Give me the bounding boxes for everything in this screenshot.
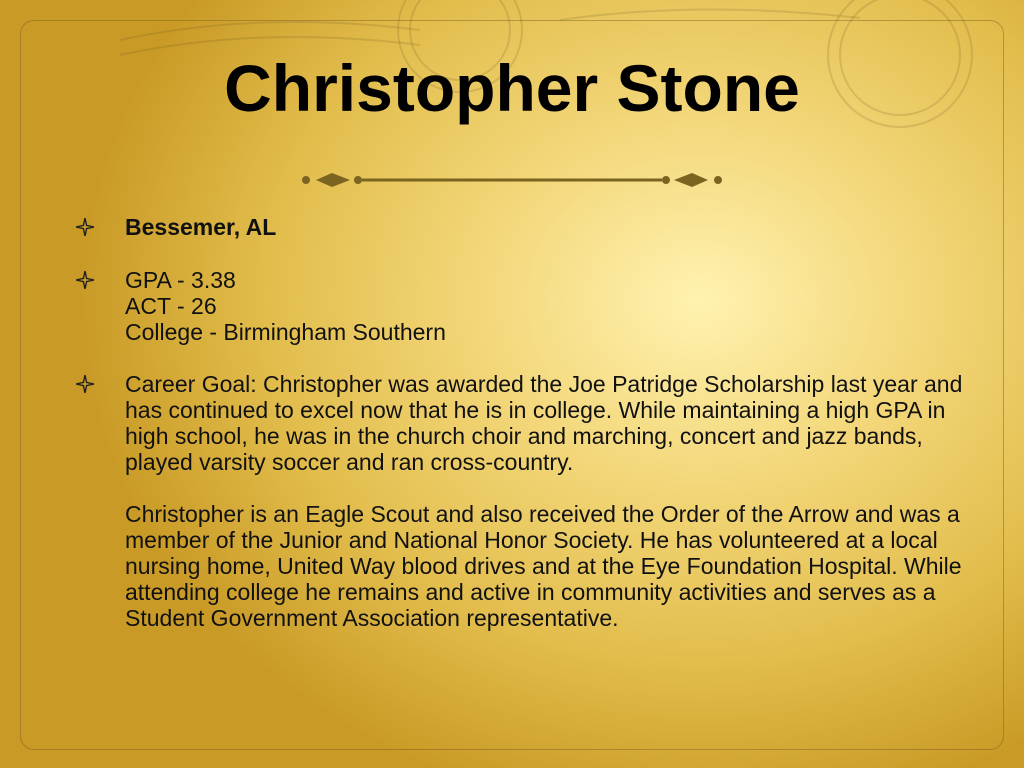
- four-point-star-icon: [76, 371, 125, 398]
- ornamental-divider: [300, 168, 724, 192]
- four-point-star-icon: [76, 267, 125, 294]
- career-goal-paragraph: Career Goal: Christopher was awarded the Joe Patridge Scholarship last year and has continued to excel now that he is in college. While maintaining a high GPA in high school, he was in the church choir and marching, concert and jazz bands, played varsity soccer and ran cross-country.: [125, 371, 963, 475]
- location-text: Bessemer, AL: [125, 214, 277, 240]
- act-text: ACT - 26: [125, 293, 217, 319]
- bullet-item-location: [76, 214, 966, 241]
- four-point-star-icon: [76, 214, 125, 241]
- college-text: College - Birmingham Southern: [125, 319, 446, 345]
- bullet-item-career-goal: [76, 371, 966, 631]
- gpa-text: GPA - 3.38: [125, 267, 236, 293]
- slide-body: [76, 214, 966, 657]
- slide-title: Christopher Stone: [224, 51, 800, 125]
- honors-paragraph: Christopher is an Eagle Scout and also received the Order of the Arrow and was a member of the Junior and National Honor Society. He has volunteered at a local nursing home, United Way blood drives and at the Eye Foundation Hospital. While attending college he remains and active in community activities and serves as a Student Government Association representative.: [125, 501, 962, 631]
- bullet-item-academics: [76, 267, 966, 345]
